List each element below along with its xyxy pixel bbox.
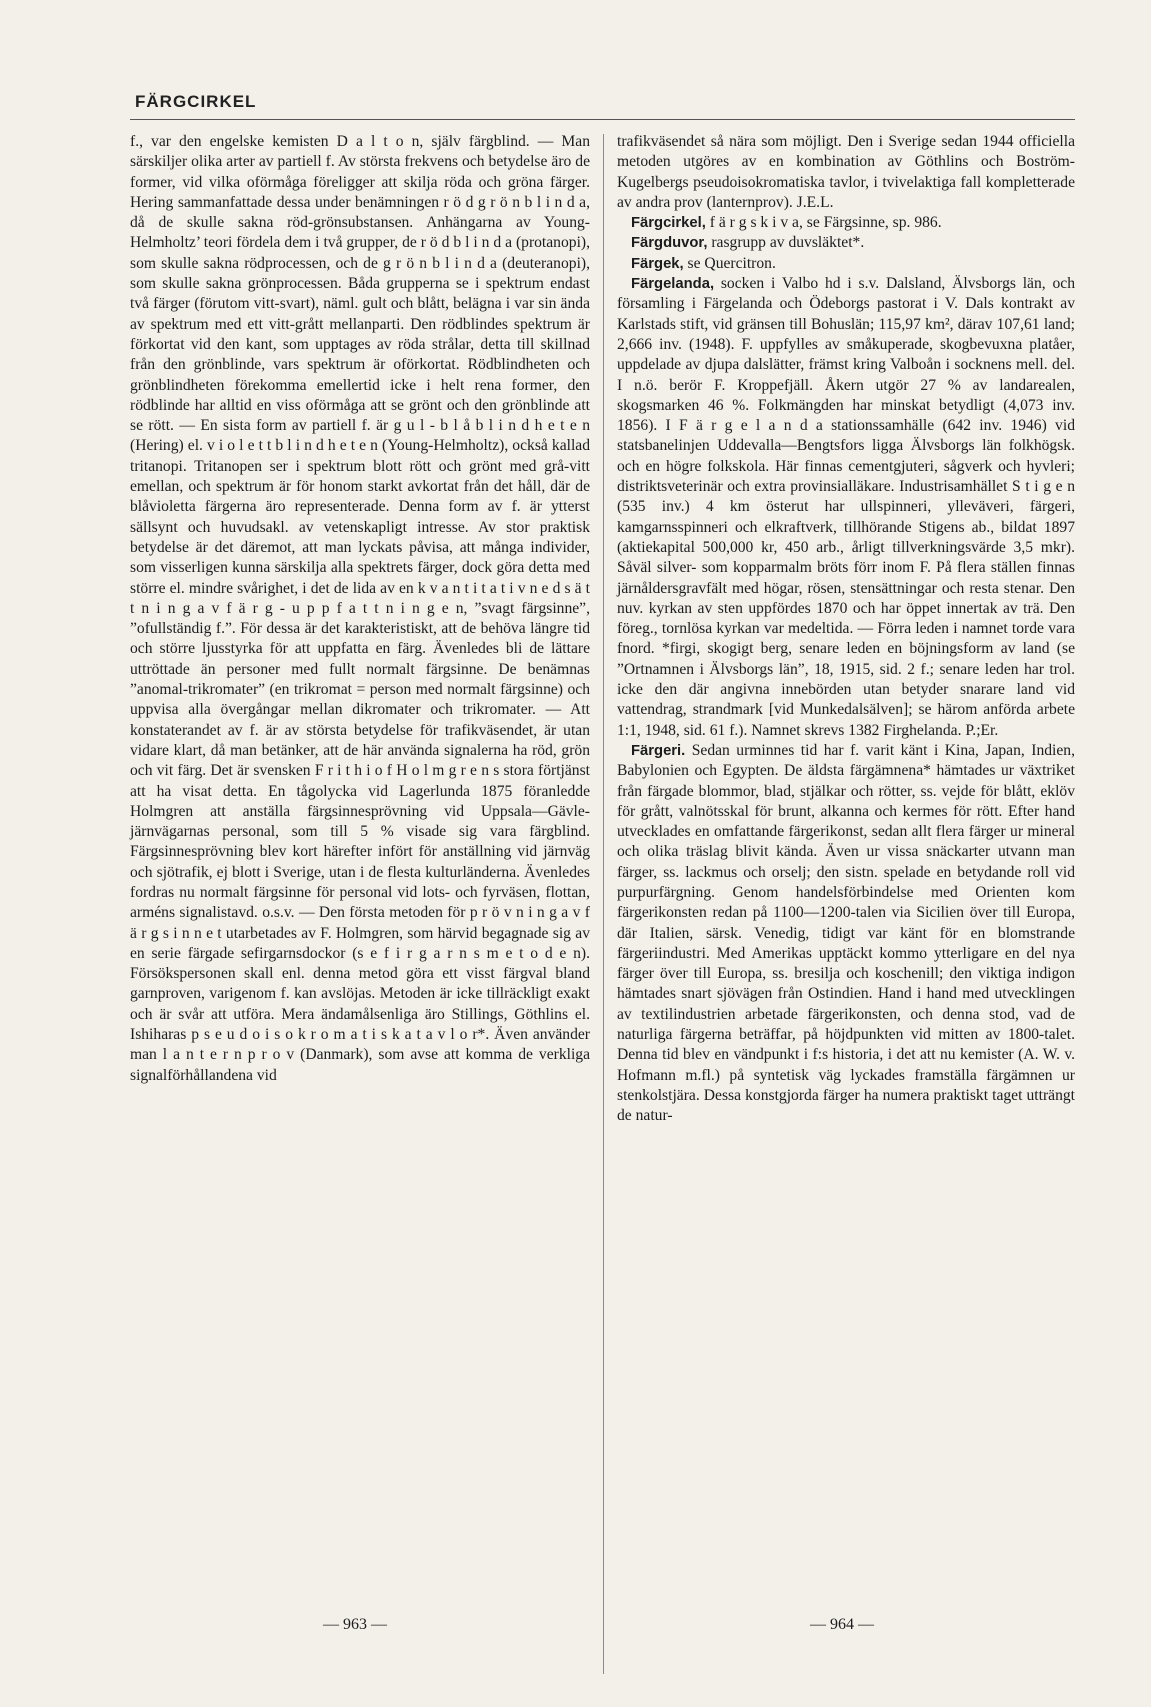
entry-text: Sedan urminnes tid har f. varit känt i Kina, Japan, Indien, Babylonien och Egypten. De äldsta färgämnena* hämtades ur växtriket från färgade blommor, blad, stjälkar och rötter, ss. vejde för blått, eklöv för grått, valnötsskal för brunt, alkanna och kermes för rött. Efter hand utvecklades en omfattande färgerikonst, sedan allt flera färger ur mineral och olika träslag blivit kända. Även ur vissa snäckarter utvann man färger, ss. lackmus och orselj; den sistn. spelade en betydande roll vid purpurfärgning. Genom handelsförbindelse med Orienten kom färgerikonsten redan på 1100—1200-talen via Sicilien över till Europa, där Italien, särsk. Venedig, tidigt var känt för en blomstrande färgeriindustri. Med Amerikas upptäckt kommo ytterligare en del nya färger över till Europa, ss. bresilja och koschenill; den viktiga indigon hämtades snart sjövägen från Ostindien. Hand i hand med utvecklingen av textilindustrien arbetade färgerikonsten, och denna stod, vad de naturliga färgerna beträffar, på höjdpunkten vid mitten av 1800-talet. Denna tid blev en vändpunkt i f:s historia, i det att nu kemister (A. W. v. Hofmann m.fl.) på syntetisk väg lyckades framställa färgämnen ur stenkolstjära. Dessa konstgjorda färger ha numera praktiskt taget utträngt de natur-: [617, 741, 1075, 1125]
entry-fargelanda: [617, 274, 1075, 741]
entry-headword: Färgcirkel,: [631, 215, 706, 232]
entry-fargeri: [617, 741, 1075, 1127]
page-number-left: — 963 —: [323, 1616, 387, 1633]
right-column-continuation: trafikväsendet så nära som möjligt. Den i Sverige sedan 1944 officiella metoden utgöres av en kombination av Göthlins och Boström-Kugelbergs pseudoisokromatiska tavlor, i tvivelaktiga fall kompletterade av andra prov (lanternprov). J.E.L.: [617, 133, 1075, 211]
entry-text: rasgrupp av duvsläktet*.: [707, 234, 865, 252]
entry-fargek: [617, 254, 1075, 274]
running-header: FÄRGCIRKEL: [135, 92, 257, 111]
entry-headword: Färgeri.: [631, 742, 686, 759]
entry-text: f ä r g s k i v a, se Färgsinne, sp. 986.: [705, 214, 942, 232]
entry-text: socken i Valbo hd i s.v. Dalsland, Älvsborgs län, och församling i Färgelanda och Ödeborgs pastorat i V. Dals kontrakt av Karlstads stift, vid gränsen till Bohuslän; 115,97 km², därav 107,61 land; 2,666 inv. (1948). F. uppfylles av småkuperade, skogbevuxna platåer, uppdelade av djupa dalslätter, främst kring Valboån i socknens mell. del. I n.ö. berör F. Kroppefjäll. Åkern utgör 27 % av landarealen, skogsmarken 46 %. Folkmängden har minskat betydligt (4,073 inv. 1856). I F ä r g e l a n d a stationssamhälle (642 inv. 1946) vid statsbanelinjen Uddevalla—Bengtsfors ligga Älvsborgs län folkhögsk. och en högre folkskola. Här finnas cementgjuteri, sågverk och hyvleri; distriktsveterinär och extra provinsialläkare. Industrisamhället S t i g e n (535 inv.) 4 km österut har ullspinneri, ylleväveri, färgeri, kamgarnsspinneri och elkraftverk, tillhörande Stigens ab., bildat 1897 (aktiekapital 500,000 kr, 450 arb., årligt tillverkningsvärde 3,5 mkr). Såväl silver- som kopparmalm bröts förr inom F. På flera ställen finnas järnåldersgravfält med högar, rösen, stensättningar och resta stenar. Den nuv. kyrkan av sten uppfördes 1870 och har öppet innertak av trä. Den föreg., tornlösa kyrkan var medeltida. — Förra leden i namnet torde vara fnord. *firgi, skogigt berg, senare leden en böjningsform av land (se ”Ortnamnen i Älvsborgs län”, 18, 1915, sid. 2 f.; senare leden har trol. icke den där angivna innebörden utan betyder snarare land vid vattendrag, strandmark [vid Munkedalsälven]; se härom anförda arbete 1:1, 1948, sid. 61 f.). Namnet skrevs 1382 Firghelanda. P.;Er.: [617, 275, 1075, 739]
entry-headword: Färgek,: [631, 255, 684, 272]
header-rule: [130, 119, 1075, 120]
entry-headword: Färgelanda,: [631, 276, 715, 293]
entry-fargcirkel: [617, 213, 1075, 233]
entry-headword: Färgduvor,: [631, 235, 708, 252]
column-divider: [603, 134, 604, 1674]
entry-text: se Quercitron.: [683, 254, 776, 272]
left-column-paragraph: f., var den engelske kemisten D a l t o n, själv färgblind. — Man särskiljer olika arter av partiell f. Av största frekvens och betydelse äro de former, vid vilka oförmåga föreligger att skilja röda och gröna färger. Hering sammanfattade dessa under benämningen r ö d g r ö n b l i n d a, då de skulle sakna röd-grönsubstansen. Anhängarna av Young-Helmholtz’ teori fördela dem i två grupper, de r ö d b l i n d a (protanopi), som skulle sakna rödprocessen, och de g r ö n b l i n d a (deuteranopi), som skulle sakna grönprocessen. Båda grupperna se i spektrum endast två färger (förutom vitt-svart), näml. gult och blått, belägna i var sin ända av spektrum med ett vitt-grått mellanparti. Den rödblindes spektrum är förkortat vid den kant, som upptages av röda strålar, detta till skillnad från den grönblinde, vars spektrum är oförkortat. Rödblindheten och grönblindheten förekomma emellertid icke i helt rena former, den rödblinde har alltid en viss oförmåga att se grönt och den grönblinde att se rött. — En sista form av partiell f. är g u l - b l å b l i n d h e t e n (Hering) el. v i o l e t t b l i n d h e t e n (Young-Helmholtz), också kallad tritanopi. Tritanopen ser i spektrum blott rött och grönt med grå-vitt emellan, och spektrum är för honom starkt avkortat från det håll, där de blåvioletta färgerna äro representerade. Denna form av f. är ytterst sällsynt och huvudsakl. av vetenskapligt intresse. Av stor praktisk betydelse är det däremot, att man lyckats påvisa, att många individer, som visserligen kunna särskilja alla spektrets färger, dock göra detta med större el. mindre svårighet, i det de lida av en k v a n t i t a t i v n e d s ä t t n i n g a v f ä r g - u p p f a t t n i n g e n, ”svagt färgsinne”, ”ofullständig f.”. För dessa är det karakteristiskt, att de behöva längre tid och större ljusstyrka för att uppfatta en färg. Ävenledes bli de lättare uttröttade än personer med fullt normalt färgsinne. De benämnas ”anomal-trikromater” (en trikromat = person med normalt färgsinne) och uppvisa alla övergångar mellan dikromater och trikromater. — Att konstaterandet av f. är av största betydelse för trafikväsendet, är utan vidare klart, då man betänker, att de här använda signalerna ha röd, grön och vit färg. Det är svensken F r i t h i o f H o l m g r e n s stora förtjänst att ha visat detta. En tågolycka vid Lagerlunda 1875 föranledde Holmgren att anställa färgsinnesprövning vid Uppsala—Gävle-järnvägarnas personal, som till 5 % visade sig vara färgblind. Färgsinnesprövning blev kort härefter infört för anställning vid järnväg och sjötrafik, ej blott i Sverige, utan i de flesta kulturländerna. Ävenledes fordras nu normalt färgsinne för personal vid lots- och fyrväsen, flottan, arméns signalistavd. o.s.v. — Den första metoden för p r ö v n i n g a v f ä r g s i n n e t utarbetades av F. Holmgren, som härvid begagnade sig av en serie färgade sefirgarnsdockor (s e f i r g a r n s m e t o d e n). Försökspersonen skall enl. denna metod göra ett visst färgval bland garnproven, varigenom f. kan avslöjas. Metoden är icke tillräckligt exakt och är svår att utföra. Mera ändamålsenliga äro Stillings, Göthlins el. Ishiharas p s e u d o i s o k r o m a t i s k a t a v l o r*. Även använder man l a n t e r n p r o v (Danmark), som avse att komma de verkliga signalförhållandena vid: [130, 133, 590, 1084]
page-number-right: — 964 —: [810, 1616, 874, 1633]
entry-fargduvor: [617, 233, 1075, 253]
right-column: [617, 132, 1075, 1127]
left-column: [130, 132, 590, 1086]
